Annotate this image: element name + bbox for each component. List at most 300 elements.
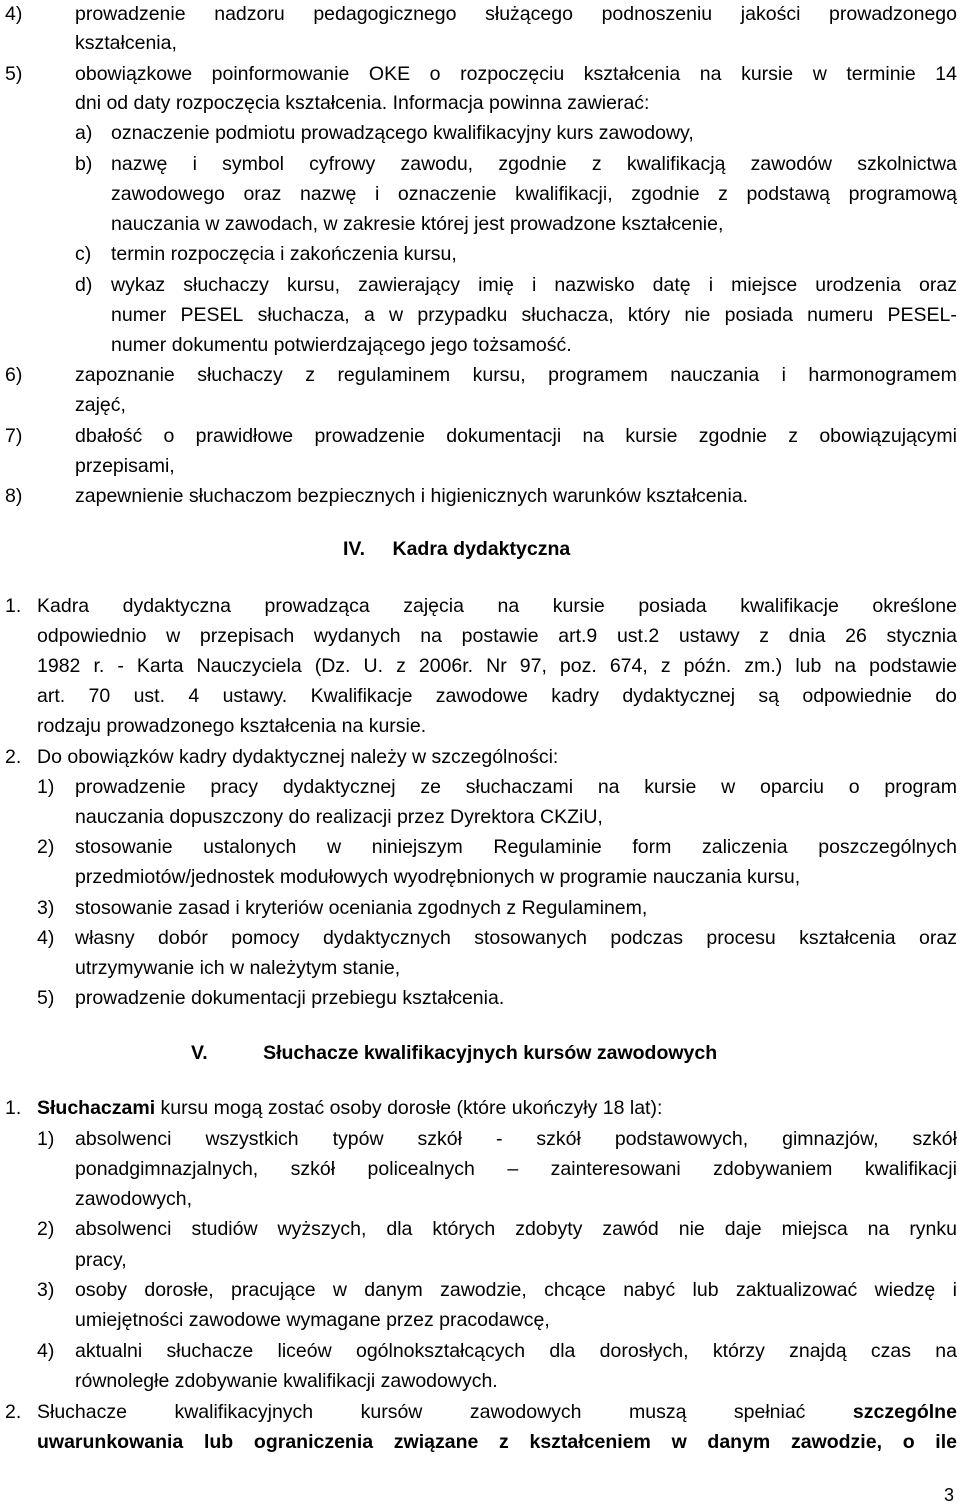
list-marker: 2.	[5, 1401, 22, 1423]
word: prowadząca	[264, 595, 370, 617]
word: których	[432, 1218, 496, 1240]
section-heading-v-title: Słuchacze kwalifikacyjnych kursów zawodowych	[263, 1042, 718, 1064]
word: kwalifikacji	[864, 1158, 957, 1180]
word: zawodzie,	[790, 1431, 882, 1453]
word: miejsca	[781, 1218, 848, 1240]
word: imię	[478, 274, 514, 296]
text-line	[111, 242, 457, 266]
section-heading-iv-title: Kadra dydaktyczna	[392, 538, 571, 560]
text-line	[75, 393, 126, 417]
text-line	[37, 594, 957, 618]
word: Karta	[136, 655, 184, 677]
word: oraz	[919, 927, 957, 949]
word: ze	[420, 776, 441, 798]
word: poz.	[559, 655, 597, 677]
word: 70	[88, 685, 111, 707]
text-line	[111, 273, 957, 297]
word: kształcenia	[583, 63, 681, 85]
word: i	[531, 274, 537, 296]
text-line	[75, 775, 957, 799]
word: przepisach	[199, 625, 295, 647]
word: z	[759, 625, 769, 647]
word: gimnazjów,	[782, 1128, 879, 1150]
word: pedagogicznego	[313, 3, 457, 25]
word: datę	[652, 274, 691, 296]
word: nabyć	[623, 1279, 676, 1301]
word: 97,	[519, 655, 547, 677]
word: o	[902, 1431, 915, 1453]
word: zgodnie	[498, 153, 567, 175]
word: zm.)	[744, 655, 783, 677]
word: dla	[549, 1340, 576, 1362]
list-marker: a)	[75, 122, 93, 144]
word: (Dz.	[314, 655, 351, 677]
word: i	[781, 364, 786, 386]
text-line	[75, 454, 175, 478]
word: słuchaczami	[465, 776, 574, 798]
word: oznaczenie	[397, 183, 497, 205]
word: stycznia	[886, 625, 957, 647]
word: kształceniem	[529, 1431, 651, 1453]
text-line	[75, 2, 957, 26]
word: poinformowanie	[211, 63, 350, 85]
word: szkół	[290, 1158, 336, 1180]
word: danym	[364, 1279, 423, 1301]
word: art.9	[558, 625, 598, 647]
word: słuchacze	[166, 1340, 254, 1362]
word: 1982	[37, 655, 81, 677]
list-marker: 5)	[37, 987, 55, 1009]
text-line	[111, 212, 723, 236]
text-line	[37, 1096, 662, 1120]
text-line	[75, 1187, 192, 1211]
word: szkół	[417, 1128, 462, 1150]
word: dorosłe,	[144, 1279, 214, 1301]
word: zdobyty	[515, 1218, 583, 1240]
text-line	[75, 835, 957, 859]
word: ile	[935, 1431, 957, 1453]
word: lub	[692, 1279, 719, 1301]
section-heading-iv	[343, 537, 570, 561]
word: danym	[707, 1431, 771, 1453]
word: muszą	[628, 1401, 687, 1423]
word: który	[627, 304, 671, 326]
line-text: zawodowych,	[75, 1188, 193, 1210]
list-marker: c)	[75, 243, 92, 265]
list-marker: 4)	[37, 1340, 55, 1362]
word: w	[389, 304, 404, 326]
word: ograniczenia	[253, 1431, 374, 1453]
word: w	[332, 1279, 347, 1301]
word: -	[117, 655, 124, 677]
text-line	[75, 484, 748, 508]
word: wykaz	[111, 274, 166, 296]
word: numer	[111, 304, 167, 326]
word: liceów	[277, 1340, 332, 1362]
word: zdobywaniem	[713, 1158, 833, 1180]
line-text: przepisami,	[75, 455, 175, 477]
line-text: pracy,	[75, 1249, 127, 1271]
word: lub	[203, 1431, 234, 1453]
text-line	[75, 91, 649, 115]
word: Kwalifikacje	[310, 685, 413, 707]
word: postawie	[461, 625, 539, 647]
list-marker: d)	[75, 274, 93, 296]
section-heading-iv-number: IV.	[343, 538, 366, 560]
list-marker: 3)	[37, 897, 55, 919]
text-line	[75, 1217, 957, 1241]
word: absolwenci	[75, 1128, 172, 1150]
word: regulaminem	[337, 364, 451, 386]
word: zawodzie,	[440, 1279, 527, 1301]
word: 2006r.	[418, 655, 474, 677]
word: pracujące	[231, 1279, 316, 1301]
word: i	[952, 1279, 957, 1301]
word: niniejszym	[371, 836, 463, 858]
word: odpowiednie	[802, 685, 912, 707]
word: znajdą	[789, 1340, 847, 1362]
word: służącego	[485, 3, 573, 25]
text-line	[75, 1339, 957, 1363]
word: oraz	[243, 183, 282, 205]
word: nazwisko	[554, 274, 635, 296]
text-line	[75, 1157, 957, 1181]
word: dydaktycznej	[622, 685, 736, 707]
text-line	[75, 1248, 127, 1272]
word: na	[597, 776, 620, 798]
text-line	[75, 926, 957, 950]
word: słuchaczy	[183, 274, 269, 296]
word: oparciu	[759, 776, 824, 798]
word: rynku	[909, 1218, 957, 1240]
word: zgodnie	[698, 425, 768, 447]
text-line	[111, 121, 694, 145]
word: podczas	[610, 927, 683, 949]
word: przypadku	[417, 304, 508, 326]
word: prawidłowe	[195, 425, 294, 447]
word: prowadzenie	[314, 425, 426, 447]
word: słuchaczy	[197, 364, 283, 386]
word: policealnych	[367, 1158, 475, 1180]
word: kwalifikacje	[740, 595, 839, 617]
word: 26	[845, 625, 867, 647]
word: zaliczenia	[701, 836, 788, 858]
word: wydanych	[313, 625, 401, 647]
word: ustalonych	[203, 836, 297, 858]
word: kursów	[360, 1401, 423, 1423]
text-line	[37, 1400, 957, 1424]
list-marker: 8)	[5, 485, 23, 507]
word: wiedzę	[874, 1279, 936, 1301]
list-marker: 1)	[37, 776, 55, 798]
word: Słuchacze	[37, 1401, 127, 1423]
word: kursie	[741, 63, 794, 85]
word: szkół	[912, 1128, 957, 1150]
word: ponadgimnazjalnych,	[75, 1158, 259, 1180]
word: którzy	[712, 1340, 765, 1362]
word: Kadra	[37, 595, 90, 617]
text-line	[37, 714, 426, 738]
word: nie	[684, 304, 711, 326]
word: zawód	[602, 1218, 659, 1240]
word: 14	[935, 63, 957, 85]
word: dbałość	[75, 425, 143, 447]
line-text: przedmiotów/jednostek modułowych wyodrębnionych w programie nauczania kursu,	[75, 866, 801, 888]
list-marker: 5)	[5, 63, 23, 85]
line-text: utrzymywanie ich w należytym stanie,	[75, 957, 401, 979]
word: PESEL	[180, 304, 244, 326]
word: prowadzenie	[75, 776, 186, 798]
word: -	[495, 1128, 503, 1150]
word: stosowanych	[474, 927, 587, 949]
word: w	[812, 63, 827, 85]
word: ust.2	[616, 625, 660, 647]
word: szkolnictwa	[857, 153, 957, 175]
word: zawodowe	[435, 685, 528, 707]
line-text: Do obowiązków kadry dydaktycznej należy w szczególności:	[37, 746, 559, 768]
word: z	[396, 655, 406, 677]
list-marker: 3)	[37, 1279, 55, 1301]
word: kursu,	[286, 274, 341, 296]
word: zapoznanie	[75, 364, 175, 386]
word: nazwę	[111, 153, 168, 175]
word: aktualni	[75, 1340, 143, 1362]
word: typów	[332, 1128, 384, 1150]
word: program	[884, 776, 957, 798]
word: do	[935, 685, 957, 707]
word: o	[848, 776, 860, 798]
word: jakości	[740, 3, 801, 25]
text-line	[75, 805, 603, 829]
word: rozpoczęciu	[460, 63, 565, 85]
list-marker: 2.	[5, 746, 22, 768]
word: dydaktyczna	[122, 595, 231, 617]
word: z	[591, 153, 602, 175]
word: ogólnokształcących	[355, 1340, 526, 1362]
word: i	[192, 153, 197, 175]
word: z	[718, 183, 728, 205]
list-marker: 1.	[5, 595, 22, 617]
word: wyższych,	[277, 1218, 367, 1240]
word: prowadzonego	[829, 3, 957, 25]
word: na	[699, 63, 722, 85]
text-line	[111, 303, 957, 327]
word: symbol	[222, 153, 284, 175]
text-line	[37, 684, 957, 708]
text-line	[37, 624, 957, 648]
word: na	[935, 1340, 957, 1362]
line-text: dni od daty rozpoczęcia kształcenia. Informacja powinna zawierać:	[75, 92, 650, 114]
word: obowiązującymi	[819, 425, 957, 447]
word: szczególne	[852, 1401, 957, 1423]
word: r.	[93, 655, 105, 677]
page-number: 3	[944, 1485, 955, 1505]
word: daje	[724, 1218, 762, 1240]
list-marker: 6)	[5, 364, 23, 386]
list-marker: 2)	[37, 836, 55, 858]
word: z	[660, 655, 671, 677]
word: i	[708, 274, 714, 296]
text-line	[75, 865, 800, 889]
word: nie	[678, 1218, 705, 1240]
word: miejsce	[731, 274, 798, 296]
word: terminie	[846, 63, 916, 85]
word: zgodnie	[631, 183, 700, 205]
list-marker: 1.	[5, 1097, 22, 1119]
word: posiada	[638, 595, 707, 617]
word: szkół	[536, 1128, 581, 1150]
word: zawierający	[358, 274, 461, 296]
word: słuchacza,	[521, 304, 614, 326]
word: Nauczyciela	[196, 655, 302, 677]
word: dnia	[788, 625, 826, 647]
list-marker: b)	[75, 153, 93, 175]
word: harmonogramem	[808, 364, 957, 386]
word: numeru	[807, 304, 874, 326]
word: kursie	[644, 776, 697, 798]
line-text: prowadzenie dokumentacji przebiegu kształcenia.	[75, 987, 505, 1009]
word: prowadzenie	[75, 3, 186, 25]
line-text: nauczania w zawodach, w zakresie której jest prowadzone kształcenie,	[111, 213, 724, 235]
word: osoby	[75, 1279, 128, 1301]
word: wszystkich	[205, 1128, 299, 1150]
word: programową	[848, 183, 957, 205]
word: oraz	[919, 274, 957, 296]
word: czas	[870, 1340, 911, 1362]
word: dorosłych,	[599, 1340, 689, 1362]
line-text: numer dokumentu potwierdzającego jego tożsamość.	[111, 334, 572, 356]
line-text: kursu mogą zostać osoby dorosłe (które ukończyły 18 lat):	[155, 1097, 663, 1119]
word: chcące	[544, 1279, 606, 1301]
word: cyfrowy	[309, 153, 376, 175]
bold-text: Słuchaczami	[37, 1097, 156, 1119]
text-line	[75, 62, 957, 86]
word: podstawie	[869, 655, 957, 677]
word: z	[305, 364, 315, 386]
text-line	[75, 956, 400, 980]
word: zainteresowani	[550, 1158, 681, 1180]
word: określone	[872, 595, 957, 617]
word: w	[721, 776, 736, 798]
text-line	[75, 1308, 550, 1332]
word: Regulaminie	[493, 836, 602, 858]
word: kształcenia	[799, 927, 896, 949]
word: zawodowego	[111, 183, 225, 205]
line-text: stosowanie zasad i kryteriów oceniania zgodnych z Regulaminem,	[75, 897, 648, 919]
word: słuchacza,	[257, 304, 350, 326]
word: na	[420, 625, 442, 647]
word: na	[582, 425, 605, 447]
word: posiada	[724, 304, 793, 326]
line-text: rodzaju prowadzonego kształcenia na kursie.	[37, 715, 427, 737]
word: procesu	[706, 927, 776, 949]
text-line	[75, 363, 957, 387]
word: dobór	[158, 927, 208, 949]
word: i	[374, 183, 380, 205]
list-marker: 1)	[37, 1128, 55, 1150]
line-text: oznaczenie podmiotu prowadzącego kwalifikacyjny kurs zawodowy,	[111, 122, 694, 144]
text-line	[111, 182, 957, 206]
word: w	[671, 1431, 687, 1453]
word: ust.	[133, 685, 166, 707]
word: zajęcia	[403, 595, 464, 617]
word: kwalifikacją	[626, 153, 726, 175]
section-heading-v	[191, 1041, 717, 1065]
word: form	[632, 836, 672, 858]
line-text: zapewnienie słuchaczom bezpiecznych i higienicznych warunków kształcenia.	[75, 485, 749, 507]
word: dokumentacji	[446, 425, 562, 447]
text-line	[75, 1369, 498, 1393]
section-heading-v-number: V.	[191, 1042, 208, 1064]
word: w	[327, 836, 342, 858]
word: w	[166, 625, 181, 647]
word: zawodu,	[400, 153, 474, 175]
word: pomocy	[231, 927, 300, 949]
word: kadry	[551, 685, 599, 707]
word: dydaktycznej	[282, 776, 396, 798]
word: stosowanie	[75, 836, 173, 858]
word: kursie	[552, 595, 605, 617]
word: nazwę	[299, 183, 357, 205]
line-text: zajęć,	[75, 394, 126, 416]
line-text: kształcenia,	[75, 32, 177, 54]
word: ustawy.	[222, 685, 288, 707]
word: podstawą	[746, 183, 830, 205]
word: U.	[363, 655, 384, 677]
word: związane	[393, 1431, 479, 1453]
word: a	[363, 304, 375, 326]
word: urodzenia	[815, 274, 901, 296]
word: zaktualizować	[735, 1279, 858, 1301]
word: odpowiednio	[37, 625, 147, 647]
word: z	[499, 1431, 509, 1453]
word: uwarunkowania	[37, 1431, 184, 1453]
text-line	[75, 424, 957, 448]
line-text: nauczania dopuszczony do realizacji przez Dyrektora CKZiU,	[75, 806, 603, 828]
line-text: równoległe zdobywanie kwalifikacji zawodowych.	[75, 1370, 498, 1392]
word: 4	[188, 685, 200, 707]
word: OKE	[368, 63, 411, 85]
text-line	[37, 745, 558, 769]
word: na	[867, 1218, 890, 1240]
word: poszczególnych	[818, 836, 957, 858]
word: o	[429, 63, 441, 85]
text-line	[75, 1127, 957, 1151]
word: kwalifikacyjnych	[174, 1401, 314, 1423]
text-line	[111, 152, 957, 176]
word: 674,	[609, 655, 648, 677]
word: pracy	[210, 776, 259, 798]
word: –	[507, 1158, 519, 1180]
list-marker: 2)	[37, 1218, 55, 1240]
line-text: termin rozpoczęcia i zakończenia kursu,	[111, 243, 457, 265]
word: nauczania	[670, 364, 760, 386]
word: art.	[37, 685, 66, 707]
word: absolwenci	[75, 1218, 172, 1240]
word: lub	[795, 655, 822, 677]
word: zawodowych	[469, 1401, 582, 1423]
text-line	[37, 654, 957, 678]
word: kwalifikacji,	[515, 183, 613, 205]
list-marker: 4)	[5, 3, 23, 25]
word: PESEL-	[887, 304, 957, 326]
word: nadzoru	[214, 3, 285, 25]
word: dydaktycznych	[322, 927, 451, 949]
word: są	[758, 685, 779, 707]
word: dla	[386, 1218, 413, 1240]
list-marker: 4)	[37, 927, 55, 949]
text-line	[75, 986, 504, 1010]
